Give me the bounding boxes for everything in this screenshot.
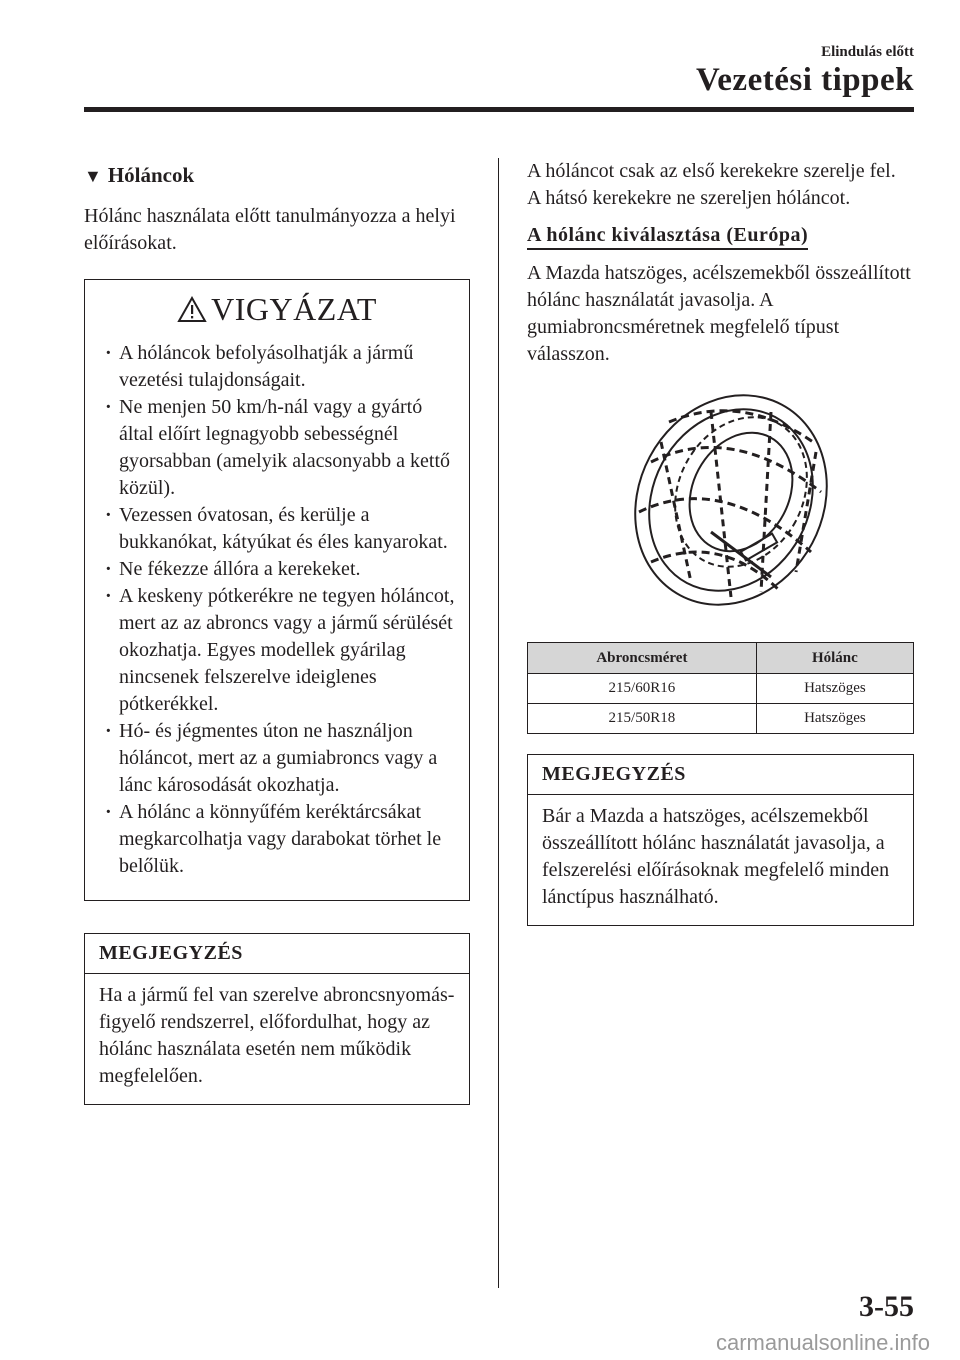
warning-box bbox=[84, 279, 470, 901]
warning-item: · Hó- és jégmentes úton ne használjon hóláncot, mert az a gumiabroncs vagy a lánc károsodását okozhatja. bbox=[99, 718, 455, 799]
note-title: MEGJEGYZÉS bbox=[528, 755, 913, 795]
table-cell: Hatszöges bbox=[756, 674, 913, 704]
warning-title: VIGYÁZAT bbox=[211, 290, 377, 327]
section-heading bbox=[84, 158, 470, 193]
subsection-heading: A hólánc kiválasztása (Európa) bbox=[527, 224, 808, 250]
snow-chain-illustration bbox=[527, 382, 914, 632]
note-box-right bbox=[527, 754, 914, 926]
table-header-row bbox=[528, 643, 914, 674]
triangle-down-icon: ▼ bbox=[84, 166, 102, 186]
chapter-subtitle: Elindulás előtt bbox=[821, 44, 914, 60]
column-header: Abroncsméret bbox=[528, 643, 757, 674]
warning-item: · Ne fékezze állóra a kerekeket. bbox=[99, 556, 455, 583]
snow-chain-icon bbox=[591, 382, 851, 632]
section-heading-text: Hóláncok bbox=[107, 163, 195, 187]
chapter-title: Vezetési tippek bbox=[695, 62, 914, 98]
header-rule bbox=[84, 107, 914, 112]
left-column bbox=[84, 158, 470, 1105]
page-number: 3-55 bbox=[859, 1290, 914, 1323]
column-header: Hólánc bbox=[756, 643, 913, 674]
warning-header bbox=[85, 280, 469, 334]
warning-item: · A keskeny pótkerékre ne tegyen hóláncot, mert az az abroncs vagy a jármű sérülését okozhatja. Egyes modellek gyárilag nincsenek felszerelve ideiglenes pótkerékkel. bbox=[99, 583, 455, 718]
table-row bbox=[528, 704, 914, 734]
selection-paragraph: A Mazda hatszöges, acélszemekből összeállított hólánc használatát javasolja. A gumiabroncsméretnek megfelelő típust válasszon. bbox=[527, 262, 911, 365]
note-title: MEGJEGYZÉS bbox=[85, 934, 469, 974]
table-cell: 215/60R16 bbox=[528, 674, 757, 704]
note-text: Bár a Mazda a hatszöges, acélszemekből összeállított hólánc használatát javasolja, a felszerelési előírásoknak megfelelő minden lánctípus használható. bbox=[542, 805, 890, 908]
warning-item: · Vezessen óvatosan, és kerülje a bukkanókat, kátyúkat és éles kanyarokat. bbox=[99, 502, 455, 556]
intro-paragraph: Hólánc használata előtt tanulmányozza a helyi előírásokat. bbox=[84, 205, 456, 254]
warning-triangle-icon bbox=[177, 296, 207, 323]
table-row bbox=[528, 674, 914, 704]
right-column bbox=[527, 158, 914, 926]
watermark: carmanualsonline.info bbox=[715, 1330, 930, 1355]
rear-wheels-paragraph: A hátsó kerekekre ne szereljen hóláncot. bbox=[527, 187, 851, 209]
table-cell: Hatszöges bbox=[756, 704, 913, 734]
warning-item: · A hóláncok befolyásolhatják a jármű vezetési tulajdonságait. bbox=[99, 340, 455, 394]
front-wheels-paragraph: A hóláncot csak az első kerekekre szerelje fel. bbox=[527, 160, 896, 182]
table-cell: 215/50R18 bbox=[528, 704, 757, 734]
note-text: Ha a jármű fel van szerelve abroncsnyomás-figyelő rendszerrel, előfordulhat, hogy az hólánc használata esetén nem működik megfelelően. bbox=[99, 984, 455, 1087]
warning-item: · Ne menjen 50 km/h-nál vagy a gyártó által előírt legnagyobb sebességnél gyorsabban (amelyik alacsonyabb a kettő közül). bbox=[99, 394, 455, 502]
warning-item: · A hólánc a könnyűfém keréktárcsákat megkarcolhatja vagy darabokat törhet le belőlük. bbox=[99, 799, 455, 880]
note-box bbox=[84, 933, 470, 1105]
warning-list bbox=[85, 334, 469, 900]
tire-chain-table bbox=[527, 642, 914, 734]
column-divider bbox=[498, 158, 499, 1288]
